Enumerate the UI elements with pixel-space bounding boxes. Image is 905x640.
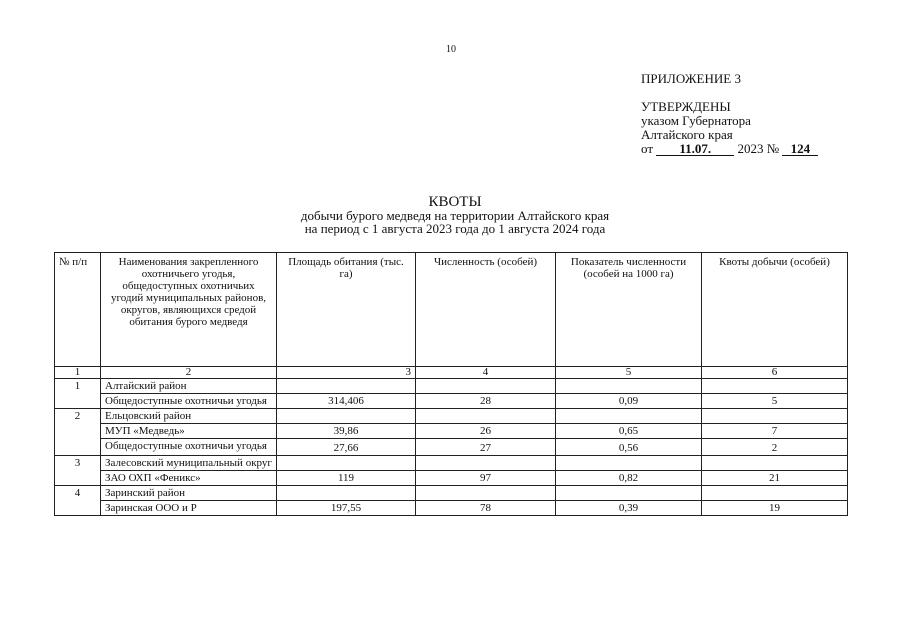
header-cell: № п/п bbox=[55, 253, 101, 367]
area-cell: 27,66 bbox=[277, 439, 416, 456]
hunting-ground-name: Заринская ООО и Р bbox=[101, 501, 277, 516]
group-index: 4 bbox=[55, 486, 101, 516]
column-number: 5 bbox=[556, 367, 702, 379]
quota-cell: 5 bbox=[702, 394, 848, 409]
decree-date-line bbox=[641, 142, 818, 156]
table-row bbox=[55, 379, 848, 394]
hunting-ground-name: Общедоступные охотничьи угодья bbox=[101, 394, 277, 409]
area-cell: 39,86 bbox=[277, 424, 416, 439]
density-cell: 0,65 bbox=[556, 424, 702, 439]
table-row bbox=[55, 486, 848, 501]
header-cell: Показатель численности (особей на 1000 га) bbox=[556, 253, 702, 367]
region-name: Залесовский муниципальный округ bbox=[101, 456, 277, 471]
table-row bbox=[55, 424, 848, 439]
region-name: Алтайский район bbox=[101, 379, 277, 394]
hunting-ground-name: МУП «Медведь» bbox=[101, 424, 277, 439]
column-number: 4 bbox=[416, 367, 556, 379]
decree-date: 11.07. bbox=[656, 142, 734, 156]
count-cell: 26 bbox=[416, 424, 556, 439]
document-subtitle-line1: добычи бурого медведя на территории Алтайского края bbox=[300, 208, 610, 223]
group-index: 2 bbox=[55, 409, 101, 456]
approved-by-line2: Алтайского края bbox=[641, 127, 733, 142]
count-cell: 78 bbox=[416, 501, 556, 516]
table-row bbox=[55, 439, 848, 456]
decree-number: 124 bbox=[782, 142, 818, 156]
density-cell: 0,09 bbox=[556, 394, 702, 409]
document-heading bbox=[200, 196, 710, 235]
column-number: 6 bbox=[702, 367, 848, 379]
count-cell: 28 bbox=[416, 394, 556, 409]
hunting-ground-name: ЗАО ОХП «Феникс» bbox=[101, 471, 277, 486]
group-index: 1 bbox=[55, 379, 101, 409]
density-cell: 0,82 bbox=[556, 471, 702, 486]
group-index: 3 bbox=[55, 456, 101, 486]
approved-by-line1: указом Губернатора bbox=[641, 113, 751, 128]
table-row bbox=[55, 456, 848, 471]
count-cell: 27 bbox=[416, 439, 556, 456]
column-number: 2 bbox=[101, 367, 277, 379]
approval-block bbox=[641, 72, 818, 156]
hunting-ground-name: Общедоступные охотничьи угодья bbox=[101, 439, 277, 456]
quota-cell: 7 bbox=[702, 424, 848, 439]
document-title: КВОТЫ bbox=[428, 194, 482, 210]
quota-cell: 19 bbox=[702, 501, 848, 516]
count-cell: 97 bbox=[416, 471, 556, 486]
column-number: 1 bbox=[55, 367, 101, 379]
header-cell: Квоты добычи (особей) bbox=[702, 253, 848, 367]
table-row bbox=[55, 409, 848, 424]
decree-year: 2023 № bbox=[737, 141, 780, 156]
document-subtitle-line2: на период с 1 августа 2023 года до 1 августа 2024 года bbox=[304, 221, 606, 236]
quota-table bbox=[54, 252, 848, 516]
region-name: Заринский район bbox=[101, 486, 277, 501]
appendix-label: ПРИЛОЖЕНИЕ 3 bbox=[641, 71, 741, 86]
header-cell: Наименования закрепленного охотничьего угодья, общедоступных охотничьих угодий муниципальных районов, округов, являющихся средой обитания бурого медведя bbox=[101, 253, 277, 367]
density-cell: 0,56 bbox=[556, 439, 702, 456]
area-cell: 119 bbox=[277, 471, 416, 486]
area-cell: 197,55 bbox=[277, 501, 416, 516]
table-header-row bbox=[55, 253, 848, 367]
column-number: 3 bbox=[277, 367, 416, 379]
table-row bbox=[55, 471, 848, 486]
region-name: Ельцовский район bbox=[101, 409, 277, 424]
header-cell: Численность (особей) bbox=[416, 253, 556, 367]
density-cell: 0,39 bbox=[556, 501, 702, 516]
area-cell: 314,406 bbox=[277, 394, 416, 409]
quota-cell: 2 bbox=[702, 439, 848, 456]
table-row bbox=[55, 394, 848, 409]
column-number-row bbox=[55, 367, 848, 379]
quota-cell: 21 bbox=[702, 471, 848, 486]
from-prefix: от bbox=[641, 141, 654, 156]
table-row bbox=[55, 501, 848, 516]
header-cell: Площадь обитания (тыс. га) bbox=[277, 253, 416, 367]
approved-label: УТВЕРЖДЕНЫ bbox=[641, 99, 731, 114]
page-number: 10 bbox=[446, 44, 456, 55]
